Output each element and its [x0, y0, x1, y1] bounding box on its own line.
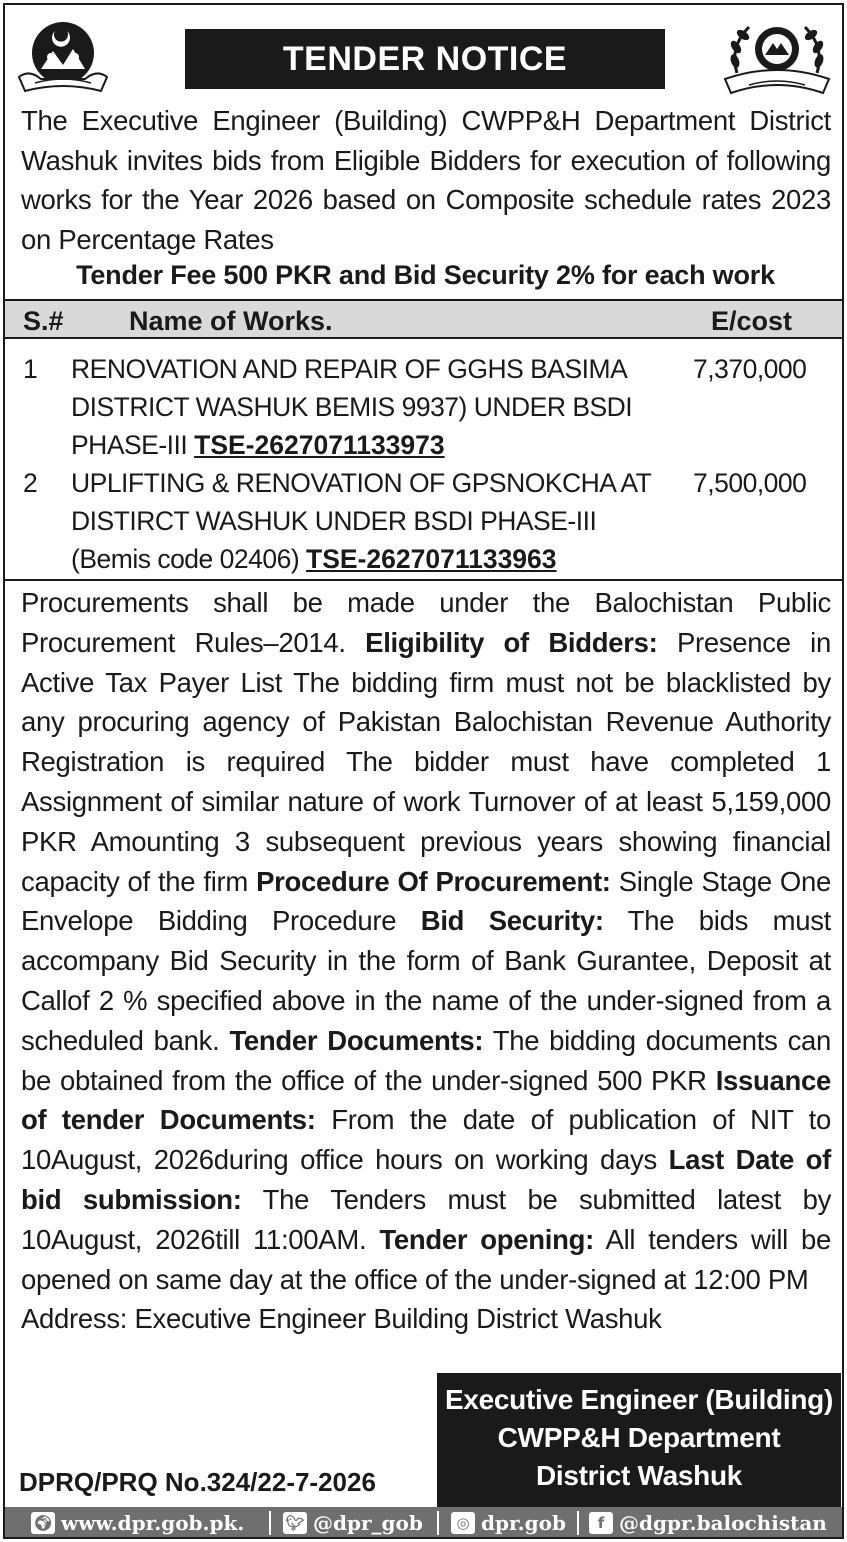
procedure-label: Procedure Of Procurement:	[256, 865, 611, 897]
footer-divider	[437, 1511, 439, 1535]
last-date-text: The Tenders must be submitted latest by 10August, 2026till 11:00AM.	[21, 1183, 832, 1255]
work-name: UPLIFTING & RENOVATION OF GPSNOKCHA AT DISTIRCT WASHUK UNDER BSDI PHASE-III (Bemis code 02406)	[71, 468, 651, 574]
terms-paragraph	[21, 583, 831, 1339]
instagram-handle[interactable]: dpr.gob	[481, 1511, 566, 1535]
last-date-label: Last Date of bid submission:	[21, 1144, 831, 1215]
dprq-number: DPRQ/PRQ No.324/22-7-2026	[19, 1467, 376, 1497]
tender-notice-page	[3, 3, 844, 1539]
globe-icon: 🌍︎	[31, 1512, 55, 1534]
website-link[interactable]: www.dpr.gob.pk.	[61, 1511, 245, 1535]
signature-block	[437, 1373, 841, 1507]
eligibility-label: Eligibility of Bidders:	[365, 626, 658, 658]
row-serial-number: 1	[23, 354, 38, 384]
footer-twitter[interactable]	[283, 1511, 423, 1535]
tender-fee-line: Tender Fee 500 PKR and Bid Security 2% for each work	[76, 260, 775, 290]
footer-website[interactable]	[31, 1511, 244, 1535]
signature-district: District Washuk	[535, 1460, 743, 1491]
tender-documents-label: Tender Documents:	[229, 1024, 484, 1056]
footer-instagram[interactable]	[451, 1511, 566, 1535]
tender-opening-text: All tenders will be opened on same day at the office of the under-signed at 12:00 PM	[21, 1223, 831, 1295]
tse-number: TSE-2627071133973	[194, 430, 445, 460]
page-title: TENDER NOTICE	[185, 29, 665, 89]
footer-divider	[269, 1511, 271, 1535]
works-table-header	[5, 299, 844, 339]
balochistan-emblem-left	[15, 17, 111, 101]
government-seal-right	[719, 17, 835, 99]
row-estimated-cost: 7,500,000	[693, 468, 807, 498]
footer-facebook[interactable]	[589, 1511, 827, 1535]
issuance-text: From the date of publication of NIT to 10August, 2026during office hours on working days	[21, 1104, 831, 1176]
row-serial-number: 2	[23, 468, 38, 498]
tender-opening-label: Tender opening:	[379, 1223, 594, 1255]
instagram-icon: ◎	[451, 1512, 475, 1534]
footer-divider	[577, 1511, 579, 1535]
row-estimated-cost: 7,370,000	[693, 354, 807, 384]
header-name-of-works: Name of Works.	[129, 306, 333, 336]
signature-department: CWPP&H Department	[497, 1422, 781, 1453]
issuance-label: Issuance of tender Documents:	[21, 1064, 831, 1136]
row-work-description	[71, 464, 671, 578]
eligibility-text: Presence in Active Tax Payer List The bidding firm must not be blacklisted by any procuring agency of Pakistan Balochistan Revenue Authority Registration is required The bidder must have completed 1 Assignment of similar nature of work Turnover of at least 5,159,000 PKR Amounting 3 subsequent previous years showing financial capacity of the firm	[21, 626, 831, 897]
footer-bar	[5, 1507, 844, 1539]
procurement-rules-text: Procurements shall be made under the Balochistan Public Procurement Rules–2014.	[21, 587, 831, 658]
address-text: Address: Executive Engineer Building District Washuk	[21, 1303, 662, 1335]
twitter-handle[interactable]: @dpr_gob	[313, 1511, 423, 1535]
tse-number: TSE-2627071133963	[306, 544, 557, 574]
signature-title: Executive Engineer (Building)	[444, 1384, 834, 1415]
intro-paragraph: The Executive Engineer (Building) CWPP&H Department District Washuk invites bids from Eligible Bidders for execution of following works for the Year 2026 based on Composite schedule rates 2023 on Percentage Rates	[21, 105, 831, 255]
header-estimated-cost: E/cost	[711, 306, 793, 336]
bid-security-text: The bids must accompany Bid Security in the form of Bank Gurantee, Deposit at Callof 2 % specified above in the name of the under-signed from a scheduled bank.	[21, 905, 831, 1056]
facebook-handle[interactable]: @dgpr.balochistan	[619, 1511, 827, 1535]
work-name: RENOVATION AND REPAIR OF GGHS BASIMA DISTRICT WASHUK BEMIS 9937) UNDER BSDI PHASE-III	[71, 354, 633, 460]
procedure-text: Single Stage One Envelope Bidding Procedure	[21, 865, 831, 937]
bid-security-label: Bid Security:	[420, 905, 604, 937]
row-work-description	[71, 350, 671, 464]
header	[5, 5, 842, 101]
tender-documents-text: The bidding documents can be obtained from the office of the under-signed 500 PKR	[21, 1024, 832, 1096]
facebook-icon: f	[589, 1512, 613, 1534]
twitter-icon: 🐦︎	[283, 1512, 307, 1534]
header-serial-number: S.#	[23, 306, 64, 336]
table-bottom-divider	[5, 579, 844, 581]
